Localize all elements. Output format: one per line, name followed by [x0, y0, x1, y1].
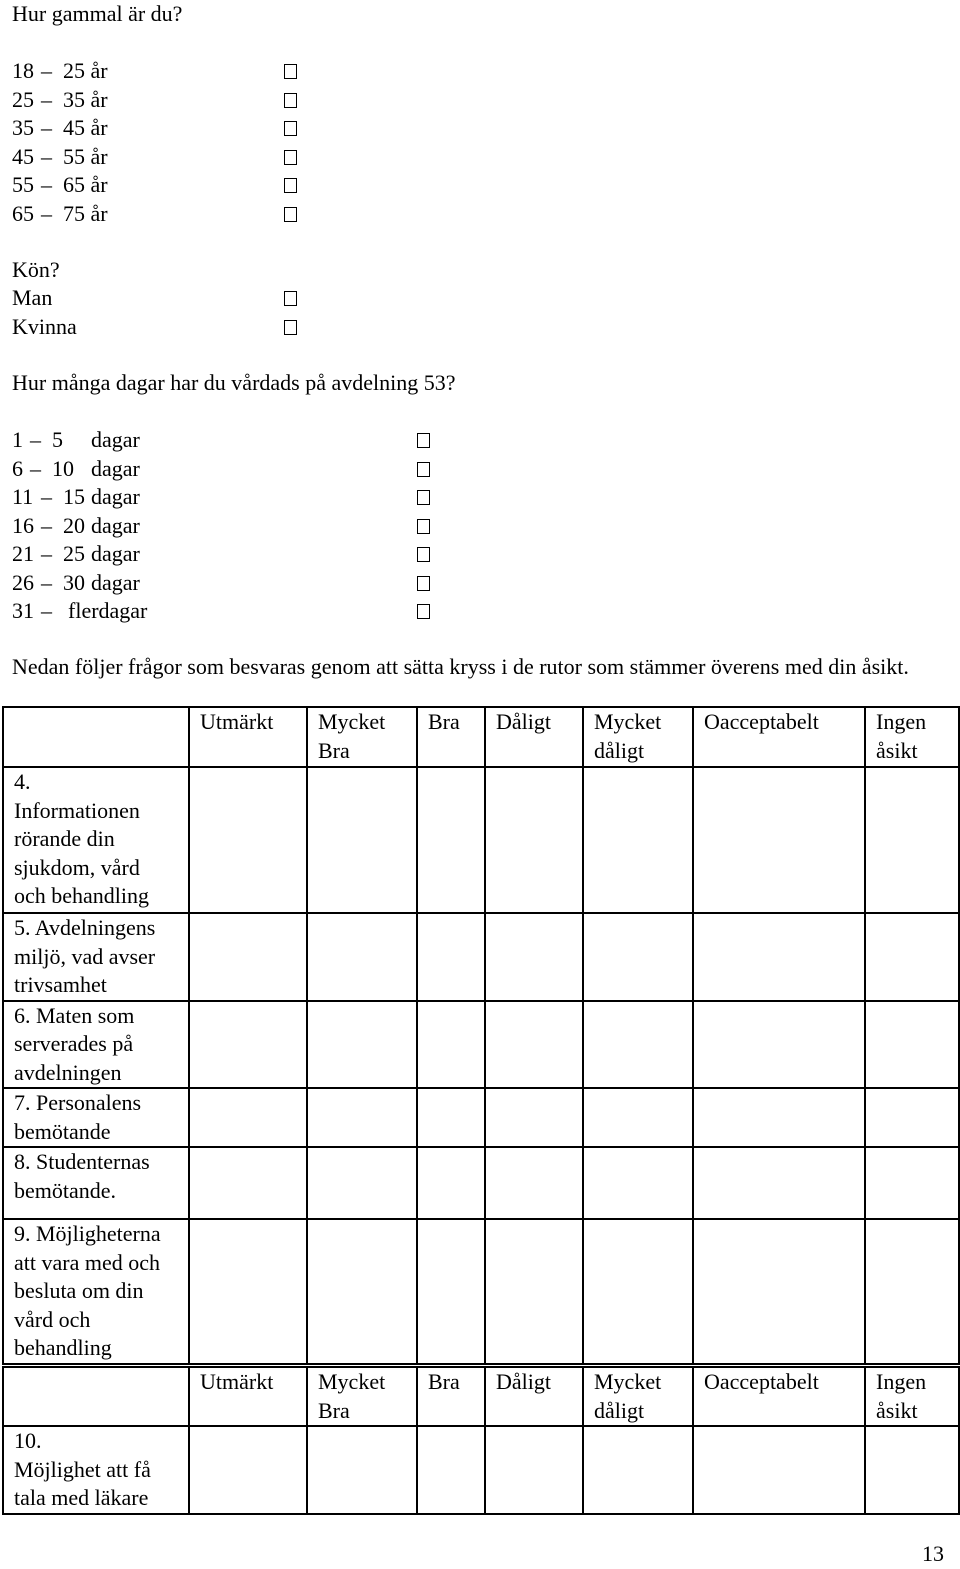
- age-from: 45: [12, 143, 34, 169]
- answer-cell[interactable]: [583, 913, 693, 1001]
- rating-header-cell: [485, 707, 583, 767]
- answer-cell[interactable]: [865, 1147, 959, 1219]
- range-dash: –: [30, 455, 41, 481]
- question-label: 6. Maten som: [14, 1002, 135, 1028]
- question-label: 9. Möjligheterna: [14, 1221, 161, 1246]
- range-dash: –: [41, 541, 52, 566]
- rating-header-cell: [693, 1367, 865, 1426]
- rating-header-cell: [485, 1367, 583, 1426]
- age-checkbox[interactable]: [284, 64, 297, 79]
- question-row: [3, 1001, 959, 1089]
- page-number: 13: [922, 1541, 944, 1566]
- age-to: 65 år: [63, 172, 108, 197]
- gender-checkbox[interactable]: [284, 320, 297, 335]
- answer-cell[interactable]: [865, 1426, 959, 1514]
- age-question: Hur gammal är du?: [12, 1, 183, 26]
- answer-cell[interactable]: [417, 1426, 485, 1514]
- answer-cell[interactable]: [485, 1001, 583, 1089]
- rating-header-label: Ingen: [876, 1369, 927, 1394]
- rating-header-cell: [865, 707, 959, 767]
- rating-header-label: Dåligt: [496, 709, 551, 734]
- answer-cell[interactable]: [693, 1001, 865, 1089]
- answer-cell[interactable]: [583, 1088, 693, 1147]
- question-cell: [3, 767, 189, 913]
- answer-cell[interactable]: [583, 1426, 693, 1514]
- answer-cell[interactable]: [485, 767, 583, 913]
- rating-header-label: åsikt: [876, 737, 918, 763]
- range-dash: –: [41, 569, 52, 595]
- rating-header-label: Bra: [318, 737, 350, 763]
- age-from: 65: [12, 200, 34, 226]
- rating-header-label: Dåligt: [496, 1369, 551, 1394]
- range-dash: –: [41, 115, 52, 140]
- rating-header-label: Utmärkt: [200, 1369, 274, 1394]
- answer-cell[interactable]: [485, 1426, 583, 1514]
- days-checkbox[interactable]: [417, 490, 430, 505]
- question-label: serverades på: [14, 1031, 134, 1056]
- answer-cell[interactable]: [485, 1147, 583, 1219]
- rating-header-cell: [307, 1367, 417, 1426]
- age-to: 25 år: [63, 58, 108, 83]
- age-to: 55 år: [63, 143, 108, 169]
- answer-cell[interactable]: [865, 1219, 959, 1364]
- days-unit: flerdagar: [68, 598, 148, 623]
- rating-header-label: Mycket: [318, 1369, 386, 1394]
- question-label: bemötande.: [14, 1177, 117, 1203]
- days-checkbox[interactable]: [417, 519, 430, 534]
- age-checkbox[interactable]: [284, 207, 297, 222]
- age-checkbox[interactable]: [284, 150, 297, 165]
- range-dash: –: [41, 512, 52, 538]
- question-label: och behandling: [14, 883, 150, 908]
- answer-cell[interactable]: [693, 1426, 865, 1514]
- answer-cell[interactable]: [417, 913, 485, 1001]
- answer-cell[interactable]: [189, 1088, 307, 1147]
- days-to: 30: [63, 569, 85, 595]
- days-from: 6: [12, 455, 23, 481]
- answer-cell[interactable]: [693, 1088, 865, 1147]
- range-dash: –: [41, 86, 52, 112]
- answer-cell[interactable]: [865, 913, 959, 1001]
- header-empty-cell: [3, 707, 189, 767]
- rating-header-row: [3, 707, 959, 767]
- rating-header-cell: [865, 1367, 959, 1426]
- rating-header-label: Mycket: [318, 709, 386, 734]
- rating-header-label: åsikt: [876, 1397, 918, 1423]
- answer-cell[interactable]: [307, 767, 417, 913]
- answer-cell[interactable]: [417, 1219, 485, 1364]
- question-row: [3, 1147, 959, 1219]
- question-cell: [3, 1426, 189, 1514]
- days-from: 1: [12, 427, 23, 452]
- rating-header-cell: [189, 707, 307, 767]
- range-dash: –: [41, 484, 52, 509]
- days-unit: dagar: [91, 512, 140, 538]
- answer-cell[interactable]: [417, 1147, 485, 1219]
- answer-cell[interactable]: [865, 1001, 959, 1089]
- days-from: 31: [12, 598, 34, 623]
- answer-cell[interactable]: [189, 767, 307, 913]
- question-label: miljö, vad avser: [14, 943, 156, 969]
- answer-cell[interactable]: [583, 1001, 693, 1089]
- answer-cell[interactable]: [583, 1219, 693, 1364]
- question-cell: [3, 913, 189, 1001]
- rating-header-label: Bra: [428, 709, 460, 734]
- answer-cell[interactable]: [189, 1001, 307, 1089]
- question-label: 4.: [14, 769, 31, 794]
- question-label: Informationen: [14, 797, 140, 823]
- question-label: trivsamhet: [14, 972, 107, 997]
- answer-cell[interactable]: [865, 767, 959, 913]
- days-checkbox[interactable]: [417, 547, 430, 562]
- question-row: [3, 767, 959, 913]
- answer-cell[interactable]: [693, 1219, 865, 1364]
- age-from: 35: [12, 115, 34, 140]
- answer-cell[interactable]: [307, 1219, 417, 1364]
- answer-cell[interactable]: [583, 767, 693, 913]
- answer-cell[interactable]: [693, 1147, 865, 1219]
- days-from: 16: [12, 512, 34, 538]
- rating-header-cell: [417, 1367, 485, 1426]
- age-checkbox[interactable]: [284, 93, 297, 108]
- rating-header-label: Ingen: [876, 709, 927, 734]
- days-from: 11: [12, 484, 34, 509]
- days-unit: dagar: [91, 541, 140, 566]
- days-question: Hur många dagar har du vårdads på avdelning 53?: [12, 370, 456, 395]
- range-dash: –: [41, 598, 52, 623]
- answer-cell[interactable]: [189, 1147, 307, 1219]
- question-row: [3, 1219, 959, 1364]
- question-label: 5. Avdelningens: [14, 915, 156, 940]
- answer-cell[interactable]: [307, 1088, 417, 1147]
- answer-cell[interactable]: [189, 913, 307, 1001]
- range-dash: –: [41, 58, 52, 83]
- gender-option: Kvinna: [12, 313, 77, 339]
- age-to: 35 år: [63, 86, 108, 112]
- days-to: 10: [52, 455, 74, 481]
- question-label: Möjlighet att få: [14, 1456, 151, 1482]
- answer-cell[interactable]: [865, 1088, 959, 1147]
- days-checkbox[interactable]: [417, 576, 430, 591]
- rating-header-label: Mycket: [594, 1369, 662, 1394]
- rating-header-cell: [693, 707, 865, 767]
- answer-cell[interactable]: [485, 1219, 583, 1364]
- question-cell: [3, 1001, 189, 1089]
- question-row: [3, 1426, 959, 1514]
- rating-header-label: dåligt: [594, 1397, 645, 1423]
- question-label: bemötande: [14, 1118, 111, 1144]
- rating-header-cell: [307, 707, 417, 767]
- answer-cell[interactable]: [485, 1088, 583, 1147]
- question-cell: [3, 1219, 189, 1364]
- days-unit: dagar: [91, 484, 140, 509]
- question-label: avdelningen: [14, 1059, 122, 1085]
- rating-header-label: Bra: [428, 1369, 460, 1394]
- days-checkbox[interactable]: [417, 462, 430, 477]
- age-to: 75 år: [63, 200, 108, 226]
- answer-cell[interactable]: [693, 767, 865, 913]
- question-cell: [3, 1088, 189, 1147]
- rating-header-cell: [417, 707, 485, 767]
- rating-header-label: Utmärkt: [200, 709, 274, 734]
- rating-table-extra: [2, 1366, 960, 1515]
- rating-header-label: Mycket: [594, 709, 662, 734]
- gender-question: Kön?: [12, 257, 60, 282]
- rating-header-cell: [583, 707, 693, 767]
- range-dash: –: [41, 143, 52, 169]
- answer-cell[interactable]: [693, 913, 865, 1001]
- answer-cell[interactable]: [417, 1001, 485, 1089]
- days-to: 25: [63, 541, 85, 566]
- header-empty-cell: [3, 1367, 189, 1426]
- rating-header-cell: [189, 1367, 307, 1426]
- answer-cell[interactable]: [307, 1426, 417, 1514]
- instructions-text: Nedan följer frågor som besvaras genom att sätta kryss i de rutor som stämmer överens med din åsikt.: [12, 654, 909, 679]
- rating-header-cell: [583, 1367, 693, 1426]
- rating-header-label: dåligt: [594, 737, 645, 763]
- answer-cell[interactable]: [583, 1147, 693, 1219]
- question-row: [3, 913, 959, 1001]
- question-label: 10.: [14, 1428, 42, 1453]
- age-to: 45 år: [63, 115, 108, 140]
- days-to: 5: [52, 427, 63, 452]
- answer-cell[interactable]: [189, 1219, 307, 1364]
- question-label: 7. Personalens: [14, 1090, 142, 1115]
- answer-cell[interactable]: [485, 913, 583, 1001]
- days-unit: dagar: [91, 427, 140, 452]
- answer-cell[interactable]: [307, 1147, 417, 1219]
- question-label: 8. Studenternas: [14, 1149, 150, 1174]
- days-to: 20: [63, 512, 85, 538]
- days-checkbox[interactable]: [417, 604, 430, 619]
- question-cell: [3, 1147, 189, 1219]
- answer-cell[interactable]: [417, 1088, 485, 1147]
- answer-cell[interactable]: [307, 1001, 417, 1089]
- age-from: 25: [12, 86, 34, 112]
- age-from: 18: [12, 58, 34, 83]
- answer-cell[interactable]: [307, 913, 417, 1001]
- age-from: 55: [12, 172, 34, 197]
- question-label: besluta om din: [14, 1278, 144, 1303]
- days-unit: dagar: [91, 455, 140, 481]
- question-label: tala med läkare: [14, 1485, 149, 1510]
- range-dash: –: [30, 427, 41, 452]
- age-checkbox[interactable]: [284, 178, 297, 193]
- rating-header-label: Oacceptabelt: [704, 1369, 819, 1394]
- question-label: rörande din: [14, 826, 115, 851]
- range-dash: –: [41, 172, 52, 197]
- gender-checkbox[interactable]: [284, 291, 297, 306]
- days-unit: dagar: [91, 569, 140, 595]
- answer-cell[interactable]: [417, 767, 485, 913]
- gender-option: Man: [12, 285, 53, 310]
- question-label: vård och: [14, 1306, 91, 1332]
- rating-table-main: [2, 706, 960, 1365]
- question-label: behandling: [14, 1335, 112, 1360]
- age-checkbox[interactable]: [284, 121, 297, 136]
- range-dash: –: [41, 200, 52, 226]
- rating-header-row: [3, 1367, 959, 1426]
- days-to: 15: [63, 484, 85, 509]
- question-row: [3, 1088, 959, 1147]
- question-label: sjukdom, vård: [14, 854, 140, 880]
- rating-header-label: Bra: [318, 1397, 350, 1423]
- answer-cell[interactable]: [189, 1426, 307, 1514]
- days-from: 21: [12, 541, 34, 566]
- days-checkbox[interactable]: [417, 433, 430, 448]
- rating-header-label: Oacceptabelt: [704, 709, 819, 734]
- question-label: att vara med och: [14, 1249, 160, 1275]
- days-from: 26: [12, 569, 34, 595]
